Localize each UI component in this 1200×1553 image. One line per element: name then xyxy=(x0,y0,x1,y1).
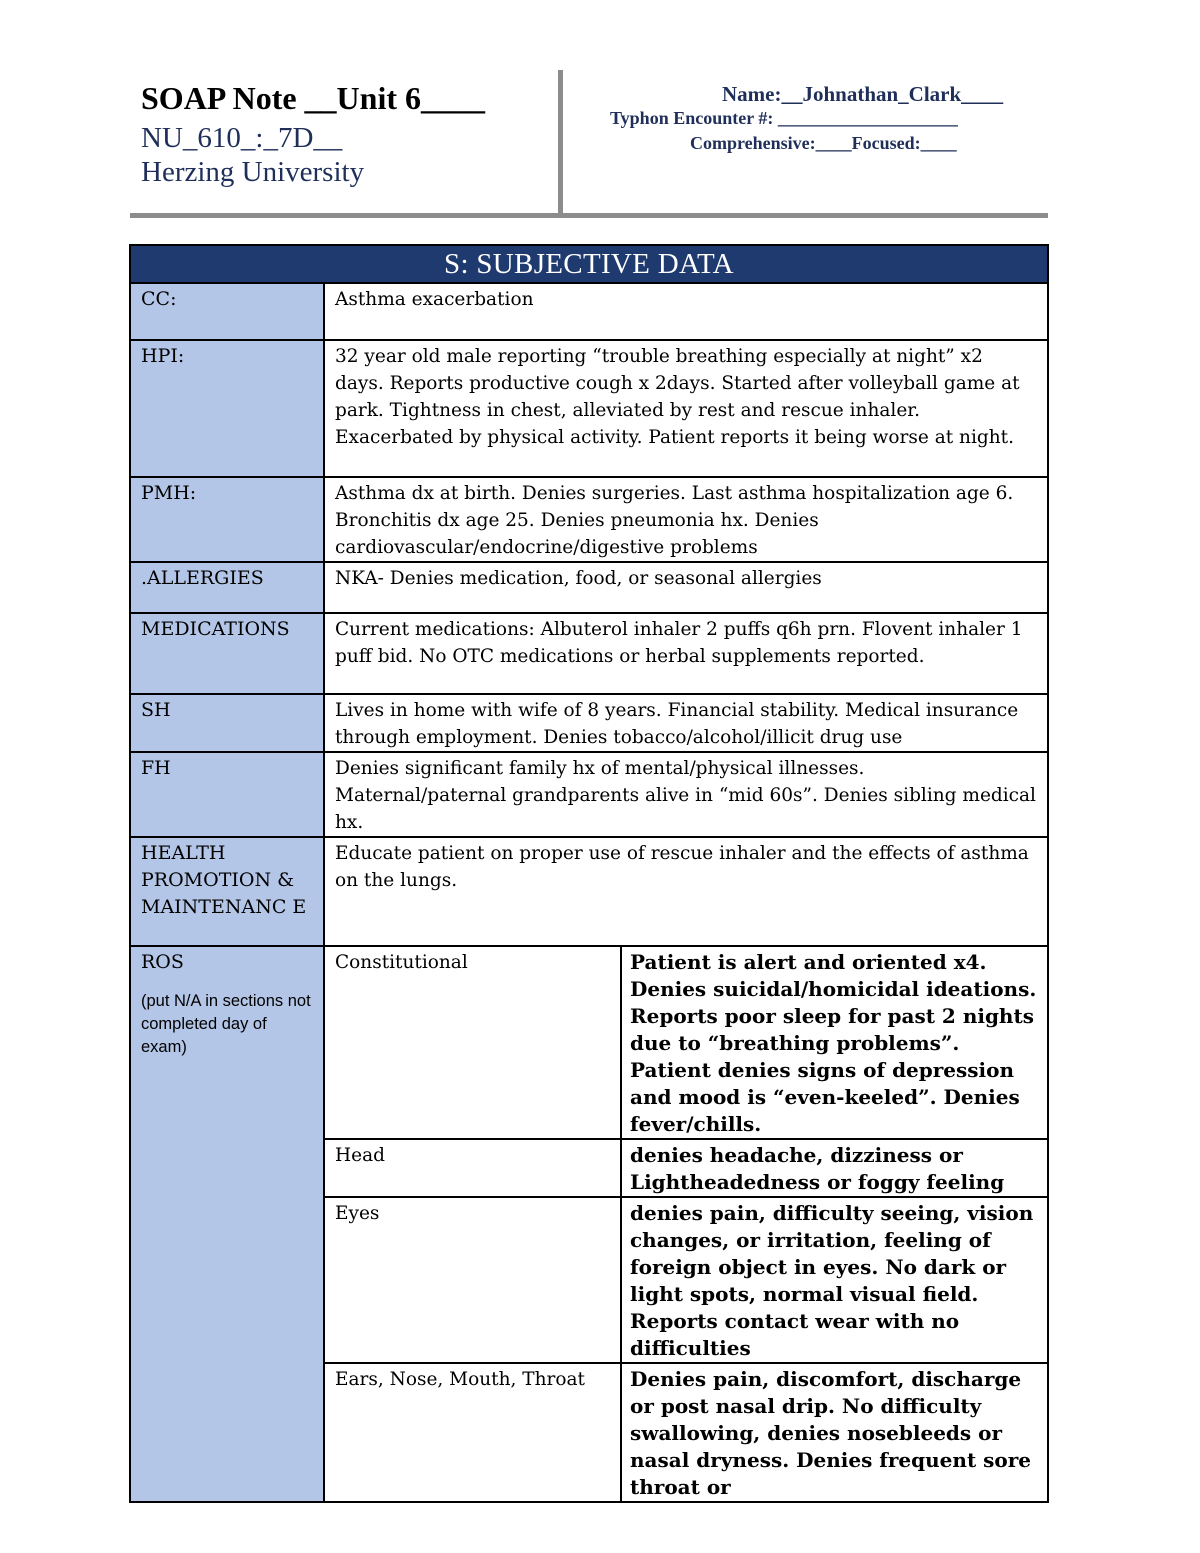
table-row xyxy=(130,752,1048,837)
ros-finding: Patient is alert and oriented x4. Denies suicidal/homicidal ideations. Reports poor sleep for past 2 nights due to “breathing problems”. Patient denies signs of depression and mood is “even-keeled”. Denies fever/chills. xyxy=(621,946,1048,1139)
row-content: 32 year old male reporting “trouble breathing especially at night” x2 days. Reports productive cough x 2days. Started after volleyball game at park. Tightness in chest, alleviated by rest and rescue inhaler. Exacerbated by physical activity. Patient reports it being worse at night. xyxy=(324,340,1048,477)
university-name: Herzing University xyxy=(141,156,365,188)
student-name: Name:__Johnathan_Clark____ xyxy=(722,82,1004,106)
table-row xyxy=(130,694,1048,752)
row-label: SH xyxy=(130,694,324,752)
ros-system: Eyes xyxy=(324,1197,621,1363)
section-title: S: SUBJECTIVE DATA xyxy=(130,245,1048,283)
comprehensive-focused: Comprehensive:____Focused:____ xyxy=(690,133,957,153)
row-content: Lives in home with wife of 8 years. Financial stability. Medical insurance through employment. Denies tobacco/alcohol/illicit drug use xyxy=(324,694,1048,752)
table-row xyxy=(130,613,1048,694)
row-label: FH xyxy=(130,752,324,837)
ros-finding: Denies pain, discomfort, discharge or post nasal drip. No difficulty swallowing, denies nosebleeds or nasal dryness. Denies frequent sore throat or xyxy=(621,1363,1048,1502)
subjective-data-table xyxy=(129,244,1049,1503)
row-content: NKA- Denies medication, food, or seasonal allergies xyxy=(324,562,1048,613)
row-content: Asthma dx at birth. Denies surgeries. Last asthma hospitalization age 6. Bronchitis dx age 25. Denies pneumonia hx. Denies cardiovascular/endocrine/digestive problems xyxy=(324,477,1048,562)
ros-finding: denies pain, difficulty seeing, vision changes, or irritation, feeling of foreign object in eyes. No dark or light spots, normal visual field. Reports contact wear with no difficulties xyxy=(621,1197,1048,1363)
table-row xyxy=(130,562,1048,613)
table-row xyxy=(130,283,1048,340)
row-content: Denies significant family hx of mental/physical illnesses. Maternal/paternal grandparents alive in “mid 60s”. Denies sibling medical hx. xyxy=(324,752,1048,837)
note-title: SOAP Note __Unit 6____ xyxy=(141,80,485,116)
ros-note: (put N/A in sections not completed day of exam) xyxy=(141,992,311,1056)
ros-system: Ears, Nose, Mouth, Throat xyxy=(324,1363,621,1502)
row-label: HPI: xyxy=(130,340,324,477)
document-header xyxy=(130,70,1048,218)
row-content: Educate patient on proper use of rescue inhaler and the effects of asthma on the lungs. xyxy=(324,837,1048,946)
header-vertical-divider xyxy=(558,70,563,215)
row-label: CC: xyxy=(130,283,324,340)
ros-label-cell xyxy=(130,946,324,1502)
ros-system: Constitutional xyxy=(324,946,621,1139)
row-label: PMH: xyxy=(130,477,324,562)
row-content: Asthma exacerbation xyxy=(324,283,1048,340)
ros-label: ROS xyxy=(141,951,184,973)
ros-system: Head xyxy=(324,1139,621,1197)
row-label: .ALLERGIES xyxy=(130,562,324,613)
row-content: Current medications: Albuterol inhaler 2 puffs q6h prn. Flovent inhaler 1 puff bid. No OTC medications or herbal supplements reported. xyxy=(324,613,1048,694)
row-label: MEDICATIONS xyxy=(130,613,324,694)
table-row xyxy=(130,837,1048,946)
table-row xyxy=(130,340,1048,477)
header-horizontal-rule xyxy=(130,213,1048,218)
row-label: HEALTH PROMOTION & MAINTENANC E xyxy=(130,837,324,946)
typhon-encounter: Typhon Encounter #: ____________________ xyxy=(610,108,958,128)
course-code: NU_610_:_7D__ xyxy=(141,122,343,154)
ros-row xyxy=(130,946,1048,1139)
table-row xyxy=(130,477,1048,562)
ros-finding: denies headache, dizziness or Lightheadedness or foggy feeling xyxy=(621,1139,1048,1197)
